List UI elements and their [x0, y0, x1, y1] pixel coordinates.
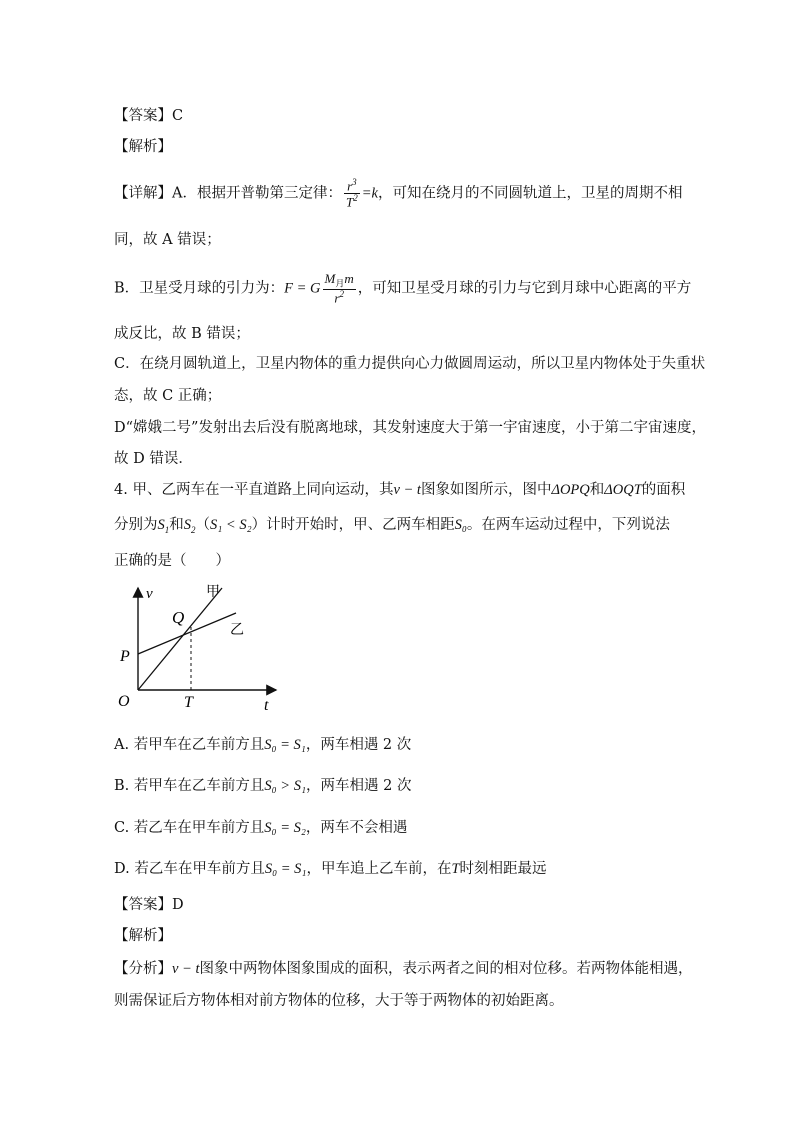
- jiexi-label-3: 【解析】: [114, 139, 172, 155]
- x-axis-label: t: [264, 697, 269, 714]
- jiexi-label-4: 【解析】: [114, 928, 172, 944]
- detail-line-1: [114, 178, 682, 209]
- yi-label: 乙: [230, 622, 244, 638]
- option-a: A. 若甲车在乙车前方且S₀ = S₁，两车相遇 2 次: [114, 737, 412, 753]
- detail-d-line-1: D“嫦娥二号”发射出去后没有脱离地球，其发射速度大于第一宇宙速度，小于第二宇宙速度，: [114, 420, 706, 436]
- detail-c-line-2: 态，故 C 正确；: [114, 388, 222, 404]
- option-d: D. 若乙车在甲车前方且S₀ = S₁，甲车追上乙车前，在T时刻相距最远: [114, 861, 547, 877]
- kepler-fraction: $\frac{r^3}{T^2}$: [345, 177, 358, 210]
- kepler-rhs: =k: [361, 185, 378, 202]
- gravity-fraction: $\frac{M_月m}{r^2}$: [324, 271, 354, 306]
- question-4-line-2: 分别为$S_1$和$S_2(S_1 < S_2)$计时开始时，甲、乙两车相距S₀。在两车运动过程中，下列说法: [114, 517, 670, 535]
- answer-3: 【答案】C: [114, 108, 184, 124]
- detail-line-2: 同，故 A 错误；: [114, 232, 221, 248]
- y-axis-label: v: [146, 586, 153, 602]
- detail-b-line-2: 成反比，故 B 错误；: [114, 326, 250, 342]
- detail-b-line-1: B．卫星受月球的引力为：F = G $\frac{M_月m}{r^2}$ ，可知卫星受月球的引力与它到月球中心距离的平方: [114, 271, 692, 306]
- detail-prefix: 【详解】A．根据开普勒第三定律：: [114, 185, 342, 202]
- question-4-line-1: 4. 甲、乙两车在一平直道路上同向运动，其v − t图象如图所示，图中ΔOPQ和ΔOQT的面积: [114, 482, 686, 498]
- line-jia: [138, 588, 222, 690]
- t-label: T: [184, 694, 193, 711]
- detail-c-line-1: C．在绕月圆轨道上，卫星内物体的重力提供向心力做圆周运动，所以卫星内物体处于失重状: [114, 356, 706, 372]
- option-b: B. 若甲车在乙车前方且S₀ > S₁，两车相遇 2 次: [114, 778, 412, 794]
- option-c: C. 若乙车在甲车前方且S₀ = S₂，两车不会相遇: [114, 820, 408, 836]
- analysis-line-2: 则需保证后方物体相对前方物体的位移，大于等于两物体的初始距离。: [114, 993, 564, 1009]
- line-yi: [138, 613, 236, 654]
- detail-after: ，可知在绕月的不同圆轨道上，卫星的周期不相: [377, 185, 683, 202]
- answer-4: 【答案】D: [114, 897, 184, 913]
- p-label: P: [120, 648, 130, 665]
- jia-label: 甲: [206, 584, 220, 600]
- analysis-line-1: 【分析】v − t图象中两物体图象围成的面积，表示两者之间的相对位移。若两物体能相遇，: [114, 961, 693, 977]
- gravity-lhs: F = G: [284, 280, 321, 297]
- question-4-line-3: 正确的是（ ）: [114, 553, 230, 569]
- vt-graph: [114, 580, 294, 715]
- detail-d-line-2: 故 D 错误．: [114, 451, 193, 467]
- q-label: Q: [172, 608, 185, 627]
- origin-label: O: [118, 693, 130, 710]
